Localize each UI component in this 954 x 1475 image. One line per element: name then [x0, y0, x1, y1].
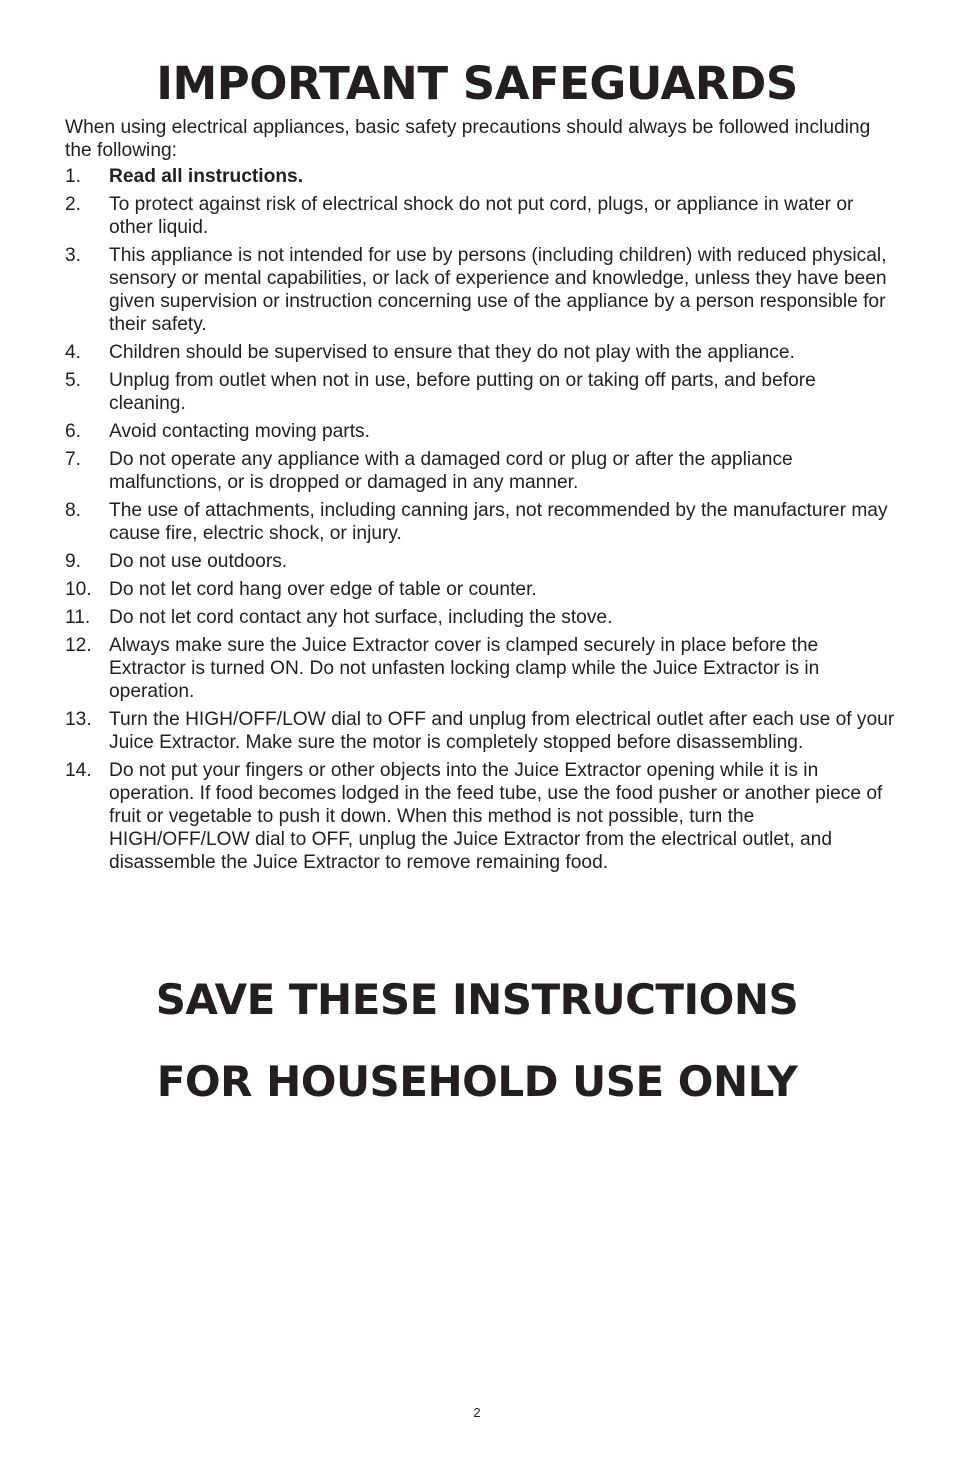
item-text: Always make sure the Juice Extractor cover is clamped securely in place before the Extractor is turned ON. Do not unfasten locking clamp while the Juice Extractor is in operation. [109, 635, 820, 702]
item-text: To protect against risk of electrical shock do not put cord, plugs, or appliance in water or other liquid. [109, 194, 854, 238]
item-number: 2. [65, 194, 82, 215]
item-number: 11. [65, 607, 91, 628]
item-text: Avoid contacting moving parts. [109, 421, 370, 442]
list-item [65, 448, 895, 494]
list-item [65, 369, 895, 415]
item-number: 13. [65, 709, 92, 730]
item-number: 5. [65, 370, 82, 391]
item-text: Turn the HIGH/OFF/LOW dial to OFF and unplug from electrical outlet after each use of your Juice Extractor. Make sure the motor is completely stopped before disassembling. [109, 709, 895, 753]
list-item [65, 244, 895, 336]
list-item [65, 550, 895, 573]
item-text: Read all instructions. [109, 166, 304, 187]
item-number: 8. [65, 500, 82, 521]
page-number: 2 [473, 1405, 481, 1420]
item-number: 12. [65, 635, 92, 656]
item-number: 4. [65, 342, 82, 363]
item-text: Do not let cord hang over edge of table or counter. [109, 579, 537, 600]
list-item [65, 606, 895, 629]
item-text: Do not use outdoors. [109, 551, 288, 572]
item-number: 14. [65, 760, 92, 781]
item-text: Children should be supervised to ensure that they do not play with the appliance. [109, 342, 795, 363]
item-number: 3. [65, 245, 82, 266]
list-item [65, 165, 895, 188]
list-item [65, 341, 895, 364]
save-instructions-heading: SAVE THESE INSTRUCTIONS [155, 975, 799, 1024]
item-number: 9. [65, 551, 82, 572]
item-text: The use of attachments, including canning jars, not recommended by the manufacturer may cause fire, electric shock, or injury. [109, 500, 888, 544]
item-number: 6. [65, 421, 82, 442]
item-text: Do not operate any appliance with a damaged cord or plug or after the appliance malfunctions, or is dropped or damaged in any manner. [109, 449, 793, 493]
list-item [65, 708, 895, 754]
safeguard-list [65, 165, 895, 879]
list-item [65, 193, 895, 239]
item-number: 1. [65, 166, 82, 187]
item-number: 10. [65, 579, 92, 600]
page-title: IMPORTANT SAFEGUARDS [156, 57, 798, 110]
list-item [65, 759, 895, 874]
item-text: Do not put your fingers or other objects into the Juice Extractor opening while it is in operation. If food becomes lodged in the feed tube, use the food pusher or another piece of fruit or vegetable to push it down. When this method is not possible, turn the HIGH/OFF/LOW dial to OFF, unplug the Juice Extractor from the electrical outlet, and disassemble the Juice Extractor to remove remaining food. [109, 760, 883, 873]
list-item [65, 634, 895, 703]
item-number: 7. [65, 449, 82, 470]
item-text: Unplug from outlet when not in use, before putting on or taking off parts, and before cleaning. [109, 370, 816, 414]
list-item [65, 499, 895, 545]
list-item [65, 578, 895, 601]
item-text: This appliance is not intended for use by persons (including children) with reduced physical, sensory or mental capabilities, or lack of experience and knowledge, unless they have been given supervision or instruction concerning use of the appliance by a person responsible for their safety. [109, 245, 887, 335]
intro-paragraph: When using electrical appliances, basic safety precautions should always be followed including the following: [65, 117, 871, 161]
list-item [65, 420, 895, 443]
household-use-heading: FOR HOUSEHOLD USE ONLY [156, 1057, 798, 1106]
item-text: Do not let cord contact any hot surface, including the stove. [109, 607, 613, 628]
